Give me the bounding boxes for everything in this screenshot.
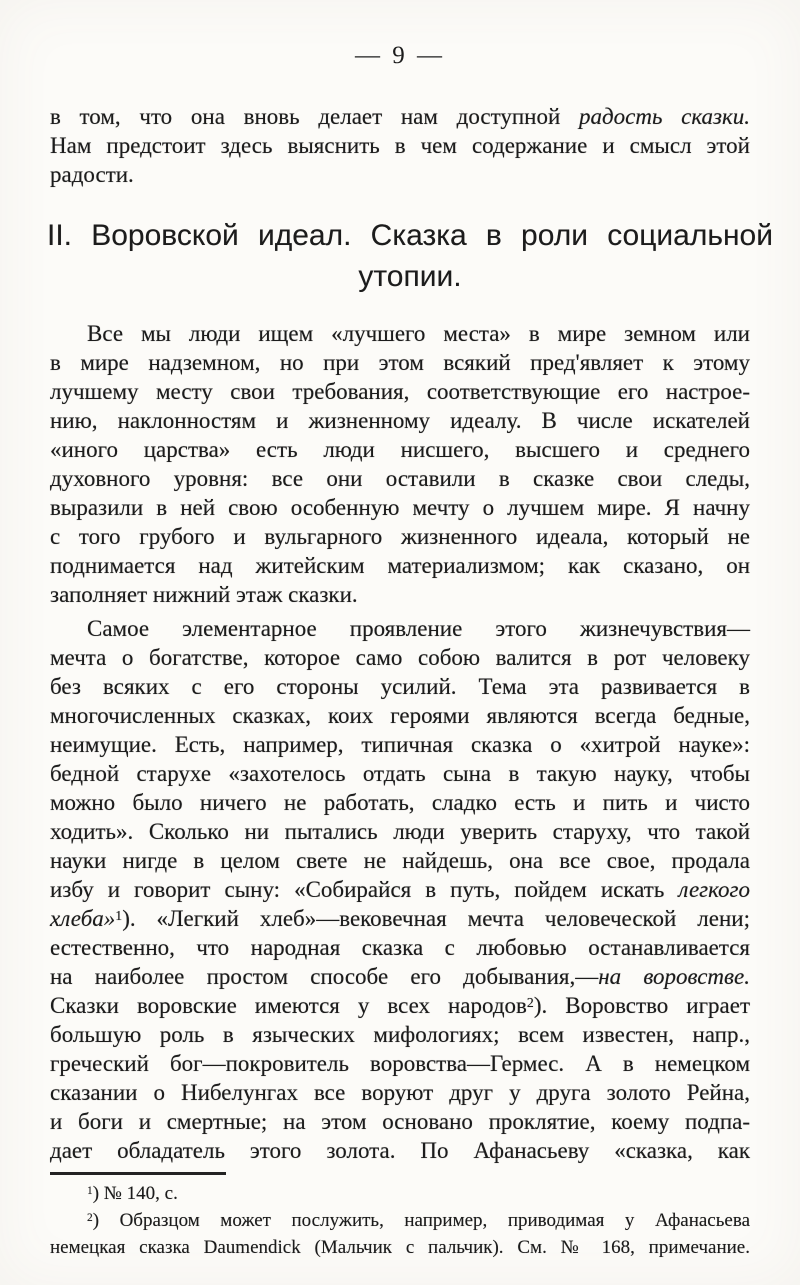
text-line	[50, 1020, 750, 1049]
text-line	[50, 991, 750, 1020]
footnote-marker: 1	[87, 1184, 93, 1197]
italic-text: радость сказки.	[579, 104, 750, 129]
footnote-marker: 2	[87, 1211, 93, 1224]
intro-paragraph	[50, 102, 750, 189]
footnotes	[50, 1180, 750, 1261]
italic-text: хлеба»	[50, 906, 116, 931]
text-line	[50, 580, 750, 609]
text-line	[50, 522, 750, 551]
text-column	[47, 0, 773, 1261]
text-line	[50, 493, 750, 522]
footnote-marker: 1	[115, 907, 123, 923]
text-segment: в том, что она вновь делает нам доступной	[50, 104, 579, 129]
text-line	[50, 1049, 750, 1078]
text-line	[50, 160, 750, 189]
text-line	[50, 1107, 750, 1136]
text-segment: ) № 140, с.	[92, 1183, 178, 1204]
text-line	[50, 962, 750, 991]
text-line	[50, 131, 750, 160]
text-segment: ). Воровство играет	[533, 993, 750, 1018]
text-line	[50, 1207, 750, 1234]
text-line	[50, 435, 750, 464]
text-segment: (Мальчик с пальчик). См. № 168, примечание.	[300, 1237, 750, 1258]
text-line	[50, 1078, 750, 1107]
text-line	[50, 377, 750, 406]
section-heading	[47, 215, 773, 297]
text-segment: науки нигде в целом свете не найдешь, она все свое, продала	[50, 848, 750, 873]
text-segment: Все мы люди ищем «лучшего места» в мире земном или	[87, 321, 750, 346]
text-segment: избу и говорит сыну: «Собирайся в путь, пойдем искать	[50, 877, 679, 902]
text-line	[50, 551, 750, 580]
page-number: — 9 —	[355, 42, 445, 69]
text-segment: греческий бог—покровитель воровства—Гермес. А в немецком	[50, 1051, 750, 1076]
text-segment: мечта о богатстве, которое само собою валится в рот человеку	[50, 645, 750, 670]
text-segment: выразили в ней свою особенную мечту о лучшем мире. Я начну	[50, 495, 750, 520]
italic-text: на воровстве.	[598, 964, 750, 989]
text-segment: на наиболее простом способе его добывания,—	[50, 964, 599, 989]
text-line	[50, 730, 750, 759]
text-segment: многочисленных сказках, коих героями являются всегда бедные,	[50, 703, 750, 728]
footnote-marker: 2	[526, 994, 534, 1010]
text-segment: духовного уровня: все они оставили в сказке свои следы,	[50, 466, 750, 491]
text-line	[50, 1180, 750, 1207]
text-segment: с того грубого и вульгарного жизненного идеала, который не	[50, 524, 750, 549]
text-segment: Самое элементарное проявление этого жизнечувствия—	[87, 616, 750, 641]
text-segment: ) Образцом может послужить, например, приводимая у Афанасьева	[92, 1210, 750, 1231]
text-segment: сказании о Нибелунгах все воруют друг у друга золото Рейна,	[50, 1080, 750, 1105]
text-segment: радости.	[50, 162, 134, 187]
text-line	[50, 672, 750, 701]
text-segment: неимущие. Есть, например, типичная сказка о «хитрой науке»:	[50, 732, 750, 757]
text-segment: нию, наклонностям и жизненному идеалу. В числе искателей	[50, 408, 750, 433]
text-segment: без всяких с его стороны усилий. Тема эта развивается в	[50, 674, 750, 699]
text-line	[50, 643, 750, 672]
footnote-separator	[50, 1172, 226, 1175]
text-line	[50, 904, 750, 933]
text-segment: бедной старухе «захотелось отдать сына в такую науку, чтобы	[50, 761, 750, 786]
utopia-paragraph-2	[50, 614, 750, 1165]
text-line	[50, 102, 750, 131]
text-line	[50, 759, 750, 788]
text-line	[50, 788, 750, 817]
text-line	[50, 406, 750, 435]
section-heading-line: утопии.	[358, 260, 462, 293]
text-line	[50, 614, 750, 643]
text-segment: естественно, что народная сказка с любовью останавливается	[50, 935, 750, 960]
italic-text: легкого	[678, 877, 750, 902]
text-line	[50, 1234, 750, 1261]
text-line	[50, 875, 750, 904]
text-segment: Daumendick	[203, 1237, 301, 1258]
text-segment: ). «Легкий хлеб»—вековечная мечта человеческой лени;	[122, 906, 750, 931]
text-segment: в мире надземном, но при этом всякий пред'являет к этому	[50, 350, 750, 375]
text-segment: поднимается над житейским материализмом; как сказано, он	[50, 553, 750, 578]
text-line	[50, 701, 750, 730]
text-line	[50, 846, 750, 875]
text-line	[50, 933, 750, 962]
text-segment: можно было ничего не работать, сладко есть и пить и чисто	[50, 790, 750, 815]
text-segment: заполняет нижний этаж сказки.	[50, 582, 358, 607]
text-line	[50, 348, 750, 377]
text-line	[50, 817, 750, 846]
text-segment: «иного царства» есть люди нисшего, высшего и среднего	[50, 437, 750, 462]
text-segment: и боги и смертные; на этом основано проклятие, коему подпа-	[50, 1109, 750, 1134]
text-segment: немецкая сказка	[50, 1237, 204, 1258]
text-segment: Нам предстоит здесь выяснить в чем содержание и смысл этой	[50, 133, 750, 158]
text-segment: большую роль в языческих мифологиях; всем известен, напр.,	[50, 1022, 750, 1047]
text-line	[50, 1136, 750, 1165]
text-segment: Сказки воровские имеются у всех народов	[50, 993, 527, 1018]
text-line	[50, 319, 750, 348]
section-heading-line: II. Воровской идеал. Сказка в роли социальной	[47, 219, 773, 252]
text-segment: ходить». Сколько ни пытались люди уверить старуху, что такой	[50, 819, 750, 844]
text-segment: дает обладатель этого золота. По Афанасьеву «сказка, как	[50, 1138, 750, 1163]
utopia-paragraph-1	[50, 319, 750, 609]
text-line	[50, 464, 750, 493]
text-segment: лучшему месту свои требования, соответствующие его настрое-	[50, 379, 750, 404]
